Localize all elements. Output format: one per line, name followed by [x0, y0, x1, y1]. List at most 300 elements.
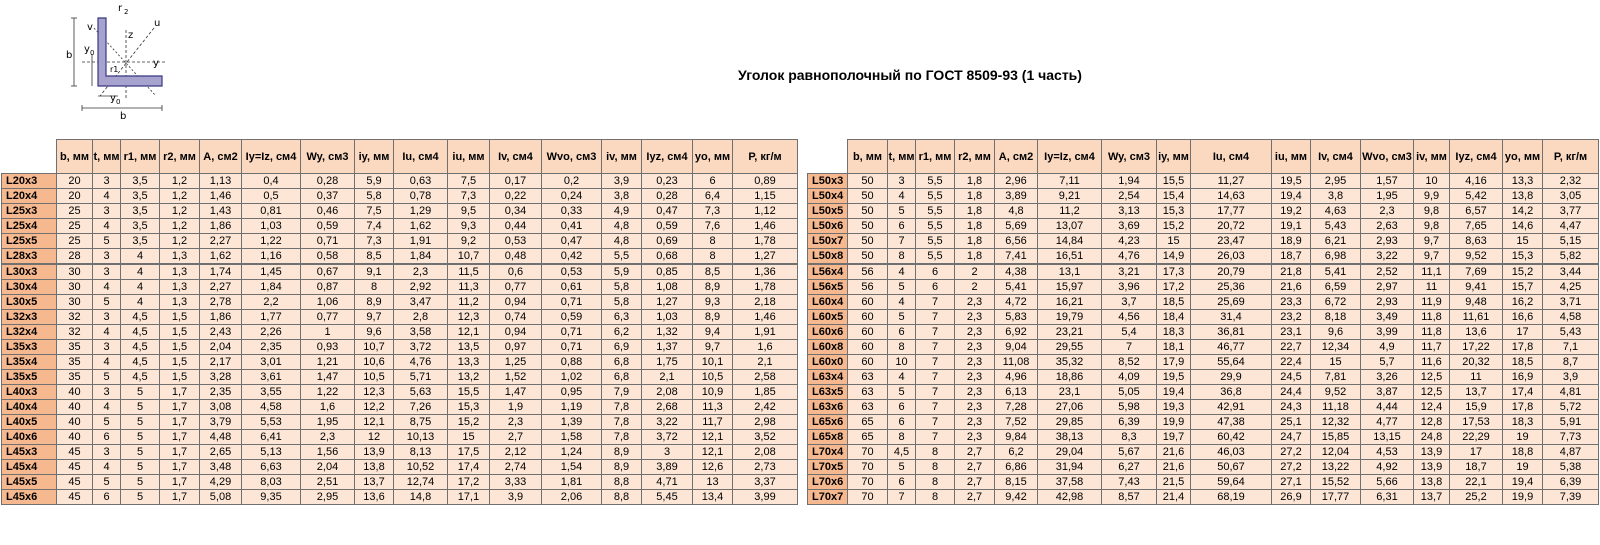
table-cell: 2,7 — [490, 430, 542, 445]
table-cell: 60 — [848, 310, 888, 325]
table-cell: 14,84 — [1038, 234, 1102, 249]
table-cell: 6,31 — [1361, 490, 1414, 505]
table-row — [808, 264, 1599, 280]
profile-name-cell: L50x3 — [808, 174, 848, 189]
table-cell: 6 — [888, 415, 916, 430]
table-cell: 7,28 — [995, 400, 1038, 415]
table-cell: 13,7 — [355, 475, 394, 490]
table-row — [2, 174, 798, 189]
table-cell: 6,9 — [602, 340, 642, 355]
table-cell: 2,3 — [955, 340, 995, 355]
profile-name-cell: L60x5 — [808, 310, 848, 325]
table-cell: 4 — [121, 280, 160, 295]
table-cell: 6,39 — [1543, 475, 1599, 490]
table-cell: 5,53 — [242, 415, 301, 430]
table-cell: 9,52 — [1311, 385, 1361, 400]
table-cell: 5,63 — [394, 385, 448, 400]
table-cell: 4,87 — [1543, 445, 1599, 460]
table-cell: 18,3 — [1157, 325, 1191, 340]
table-cell: 15,9 — [1450, 400, 1503, 415]
table-cell: 25 — [57, 219, 93, 234]
table-cell: 1,29 — [394, 204, 448, 219]
table-cell: 9,42 — [995, 490, 1038, 505]
table-cell: 5 — [93, 475, 121, 490]
table-cell: 2,3 — [955, 355, 995, 370]
table-cell: 15,2 — [1157, 219, 1191, 234]
table-cell: 4,5 — [121, 325, 160, 340]
table-cell: 2,7 — [955, 445, 995, 460]
table-cell: 0,47 — [642, 204, 693, 219]
table-cell: 3 — [93, 310, 121, 325]
table-cell: 6 — [916, 280, 955, 295]
table-cell: 16,51 — [1038, 249, 1102, 265]
table-cell: 0,67 — [301, 264, 355, 280]
table-cell: 7 — [916, 415, 955, 430]
table-cell: 5,9 — [602, 264, 642, 280]
table-cell: 17,9 — [1157, 355, 1191, 370]
profile-name-cell: L35x4 — [2, 355, 57, 370]
table-cell: 4,5 — [121, 355, 160, 370]
table-cell: 12,74 — [394, 475, 448, 490]
table-cell: 0,28 — [301, 174, 355, 189]
table-cell: 5 — [121, 445, 160, 460]
table-cell: 3,99 — [1361, 325, 1414, 340]
table-cell: 5 — [121, 460, 160, 475]
table-cell: 1,25 — [490, 355, 542, 370]
table-cell: 7 — [1102, 340, 1157, 355]
svg-text:0: 0 — [116, 98, 121, 106]
table-cell: 0,61 — [542, 280, 602, 295]
table-cell: 1,32 — [642, 325, 693, 340]
table-cell: 10,5 — [355, 370, 394, 385]
table-cell: 10,13 — [394, 430, 448, 445]
table-cell: 45 — [57, 490, 93, 505]
table-cell: 7 — [916, 310, 955, 325]
table-cell: 3,72 — [642, 430, 693, 445]
table-cell: 0,34 — [490, 204, 542, 219]
table-cell: 25,36 — [1191, 280, 1272, 295]
table-cell: 5,4 — [1102, 325, 1157, 340]
table-cell: 15 — [1157, 234, 1191, 249]
table-row — [808, 174, 1599, 189]
table-cell: 3,26 — [1361, 370, 1414, 385]
profile-name-cell: L35x5 — [2, 370, 57, 385]
table-cell: 5,15 — [1543, 234, 1599, 249]
table-cell: 13,8 — [1503, 189, 1543, 204]
table-cell: 19,4 — [1272, 189, 1311, 204]
table-cell: 17,2 — [1157, 280, 1191, 295]
profile-name-cell: L32x4 — [2, 325, 57, 340]
column-header: iv, мм — [1414, 140, 1450, 174]
table-cell: 14,6 — [1503, 219, 1543, 234]
table-cell: 5 — [93, 295, 121, 310]
table-cell: 1,5 — [160, 370, 200, 385]
table-cell: 2,2 — [242, 295, 301, 310]
profile-name-cell: L35x3 — [2, 340, 57, 355]
table-cell: 3 — [93, 340, 121, 355]
table-cell: 70 — [848, 460, 888, 475]
table-cell: 23,1 — [1272, 325, 1311, 340]
table-cell: 2,35 — [200, 385, 242, 400]
table-cell: 6,63 — [242, 460, 301, 475]
table-cell: 1,9 — [490, 400, 542, 415]
profile-name-cell: L40x6 — [2, 430, 57, 445]
table-cell: 50 — [848, 189, 888, 204]
table-cell: 1,5 — [160, 325, 200, 340]
profile-name-cell: L40x4 — [2, 400, 57, 415]
table-cell: 8 — [888, 249, 916, 265]
table-row — [808, 355, 1599, 370]
table-cell: 1,16 — [242, 249, 301, 265]
angle-profile-diagram — [58, 2, 178, 120]
table-cell: 7,3 — [693, 204, 733, 219]
table-cell: 5,91 — [1543, 415, 1599, 430]
table-cell: 15,2 — [1503, 264, 1543, 280]
table-cell: 29,55 — [1038, 340, 1102, 355]
table-cell: 10,52 — [394, 460, 448, 475]
table-cell: 12,3 — [355, 385, 394, 400]
table-cell: 3,13 — [1102, 204, 1157, 219]
table-cell: 2 — [955, 280, 995, 295]
table-cell: 2,63 — [1361, 219, 1414, 234]
table-cell: 13,22 — [1311, 460, 1361, 475]
table-cell: 10,9 — [693, 385, 733, 400]
table-cell: 3 — [93, 264, 121, 280]
table-cell: 6,3 — [602, 310, 642, 325]
table-cell: 1,74 — [200, 264, 242, 280]
profile-name-cell: L56x5 — [808, 280, 848, 295]
table-cell: 46,03 — [1191, 445, 1272, 460]
table-cell: 3,89 — [995, 189, 1038, 204]
table-cell: 0,17 — [490, 174, 542, 189]
table-cell: 3,28 — [200, 370, 242, 385]
table-cell: 11 — [1450, 370, 1503, 385]
table-cell: 8,8 — [602, 490, 642, 505]
table-cell: 6 — [888, 325, 916, 340]
table-row — [2, 445, 798, 460]
table-cell: 24,5 — [1272, 370, 1311, 385]
table-cell: 4,25 — [1543, 280, 1599, 295]
table-cell: 4,5 — [121, 370, 160, 385]
table-cell: 6 — [916, 264, 955, 280]
table-cell: 2,74 — [490, 460, 542, 475]
table-cell: 1,03 — [642, 310, 693, 325]
table-cell: 3,08 — [200, 400, 242, 415]
table-cell: 1,94 — [1102, 174, 1157, 189]
table-row — [2, 219, 798, 234]
table-cell: 1,7 — [160, 385, 200, 400]
table-row — [808, 385, 1599, 400]
table-cell: 1,85 — [733, 385, 798, 400]
table-cell: 19 — [1503, 430, 1543, 445]
table-cell: 50 — [848, 249, 888, 265]
table-cell: 0,59 — [642, 219, 693, 234]
table-cell: 24,4 — [1272, 385, 1311, 400]
table-cell: 23,2 — [1272, 310, 1311, 325]
table-cell: 7,3 — [448, 189, 490, 204]
table-cell: 3,8 — [1311, 189, 1361, 204]
table-cell: 13,9 — [355, 445, 394, 460]
table-cell: 2,7 — [955, 490, 995, 505]
column-header: t, мм — [93, 140, 121, 174]
table-cell: 17,4 — [448, 460, 490, 475]
table-cell: 2,26 — [242, 325, 301, 340]
table-cell: 12,1 — [355, 415, 394, 430]
table-cell: 13,07 — [1038, 219, 1102, 234]
table-cell: 6,8 — [602, 370, 642, 385]
table-cell: 4 — [888, 189, 916, 204]
table-cell: 1,58 — [542, 430, 602, 445]
table-cell: 8,9 — [602, 460, 642, 475]
table-cell: 4,77 — [1361, 415, 1414, 430]
table-cell: 18,7 — [1450, 460, 1503, 475]
table-cell: 17,77 — [1311, 490, 1361, 505]
profile-name-cell: L50x7 — [808, 234, 848, 249]
table-cell: 0,53 — [490, 234, 542, 249]
table-row — [808, 370, 1599, 385]
table-cell: 1,8 — [955, 189, 995, 204]
column-header: P, кг/м — [733, 140, 798, 174]
table-cell: 13,7 — [1450, 385, 1503, 400]
table-cell: 3,5 — [121, 189, 160, 204]
table-cell: 2,7 — [955, 460, 995, 475]
profile-name-cell: L30x3 — [2, 264, 57, 280]
profile-name-cell: L40x3 — [2, 385, 57, 400]
table-cell: 1,6 — [733, 340, 798, 355]
profile-name-cell: L45x4 — [2, 460, 57, 475]
table-cell: 18,86 — [1038, 370, 1102, 385]
table-row — [2, 460, 798, 475]
table-cell: 12,34 — [1311, 340, 1361, 355]
table-cell: 1,2 — [160, 219, 200, 234]
table-cell: 7,73 — [1543, 430, 1599, 445]
table-row — [808, 415, 1599, 430]
table-cell: 3,22 — [1361, 249, 1414, 265]
page-title: Уголок равнополочный по ГОСТ 8509-93 (1 часть) — [738, 67, 1082, 83]
table-cell: 21,6 — [1157, 445, 1191, 460]
table-cell: 6 — [93, 430, 121, 445]
table-cell: 0,71 — [542, 295, 602, 310]
table-cell: 13,7 — [1414, 490, 1450, 505]
table-cell: 1,75 — [642, 355, 693, 370]
table-cell: 18,9 — [1272, 234, 1311, 249]
table-cell: 0,88 — [542, 355, 602, 370]
table-cell: 3 — [93, 385, 121, 400]
table-cell: 6 — [693, 174, 733, 189]
table-row — [2, 249, 798, 265]
column-header: yo, мм — [1503, 140, 1543, 174]
table-cell: 0,69 — [642, 234, 693, 249]
table-cell: 15,5 — [448, 385, 490, 400]
table-cell: 19 — [1503, 460, 1543, 475]
table-cell: 4,48 — [200, 430, 242, 445]
table-cell: 5,98 — [1102, 400, 1157, 415]
table-cell: 63 — [848, 385, 888, 400]
table-cell: 4 — [888, 264, 916, 280]
table-row — [808, 189, 1599, 204]
table-cell: 12,1 — [448, 325, 490, 340]
table-cell: 4 — [93, 355, 121, 370]
table-cell: 4,29 — [200, 475, 242, 490]
table-cell: 1,2 — [160, 189, 200, 204]
table-cell: 18,3 — [1503, 415, 1543, 430]
profile-name-cell: L70x7 — [808, 490, 848, 505]
table-cell: 5 — [121, 475, 160, 490]
table-cell: 5,5 — [916, 219, 955, 234]
table-cell: 15 — [1503, 234, 1543, 249]
table-cell: 5,43 — [1311, 219, 1361, 234]
table-cell: 1,57 — [1361, 174, 1414, 189]
table-cell: 18,7 — [1272, 249, 1311, 265]
table-cell: 42,91 — [1191, 400, 1272, 415]
table-cell: 2,04 — [200, 340, 242, 355]
table-cell: 6,72 — [1311, 295, 1361, 310]
table-cell: 5 — [121, 385, 160, 400]
table-cell: 12,4 — [1414, 400, 1450, 415]
table-cell: 4 — [93, 219, 121, 234]
table-cell: 38,13 — [1038, 430, 1102, 445]
svg-text:r: r — [118, 3, 123, 14]
table-cell: 4,56 — [1102, 310, 1157, 325]
table-cell: 2,04 — [301, 460, 355, 475]
table-cell: 0,95 — [542, 385, 602, 400]
table-cell: 1,03 — [242, 219, 301, 234]
table-cell: 4,5 — [121, 340, 160, 355]
table-cell: 1,8 — [955, 219, 995, 234]
table-cell: 60 — [848, 340, 888, 355]
table-cell: 2,98 — [733, 415, 798, 430]
table-cell: 5 — [121, 430, 160, 445]
table-cell: 13,8 — [355, 460, 394, 475]
svg-text:y: y — [153, 58, 159, 69]
profile-name-cell: L50x6 — [808, 219, 848, 234]
table-cell: 9,48 — [1450, 295, 1503, 310]
table-cell: 4,09 — [1102, 370, 1157, 385]
table-cell: 2,3 — [955, 370, 995, 385]
table-cell: 3,37 — [733, 475, 798, 490]
table-cell: 4,16 — [1450, 174, 1503, 189]
table-cell: 65 — [848, 415, 888, 430]
table-cell: 1,22 — [242, 234, 301, 249]
column-header: iv, мм — [602, 140, 642, 174]
table-row — [2, 264, 798, 280]
table-cell: 7,5 — [448, 174, 490, 189]
table-cell: 7 — [916, 385, 955, 400]
table-cell: 4 — [121, 295, 160, 310]
column-header: P, кг/м — [1543, 140, 1599, 174]
table-cell: 19,3 — [1157, 400, 1191, 415]
table-cell: 20,79 — [1191, 264, 1272, 280]
table-row — [808, 310, 1599, 325]
table-cell: 11,3 — [448, 280, 490, 295]
table-cell: 1,78 — [733, 280, 798, 295]
table-cell: 3,96 — [1102, 280, 1157, 295]
table-cell: 40 — [57, 385, 93, 400]
table-cell: 4,76 — [1102, 249, 1157, 265]
table-cell: 11,27 — [1191, 174, 1272, 189]
table-cell: 5,71 — [394, 370, 448, 385]
table-row — [2, 189, 798, 204]
table-row — [808, 340, 1599, 355]
profile-name-cell: L60x0 — [808, 355, 848, 370]
table-cell: 4 — [93, 400, 121, 415]
table-cell: 50 — [848, 219, 888, 234]
table-cell: 7 — [916, 325, 955, 340]
table-cell: 11,8 — [1414, 310, 1450, 325]
table-cell: 12,04 — [1311, 445, 1361, 460]
table-cell: 1,3 — [160, 264, 200, 280]
table-cell: 8,15 — [995, 475, 1038, 490]
table-cell: 14,63 — [1191, 189, 1272, 204]
table-cell: 24,7 — [1272, 430, 1311, 445]
table-cell: 10 — [888, 355, 916, 370]
table-cell: 13,3 — [448, 355, 490, 370]
table-cell: 1,19 — [542, 400, 602, 415]
table-cell: 46,77 — [1191, 340, 1272, 355]
table-cell: 2,27 — [200, 234, 242, 249]
table-cell: 5,08 — [200, 490, 242, 505]
table-cell: 7,43 — [1102, 475, 1157, 490]
table-cell: 17 — [1503, 325, 1543, 340]
table-cell: 2,3 — [955, 325, 995, 340]
table-cell: 2,3 — [955, 295, 995, 310]
table-row — [808, 445, 1599, 460]
table-cell: 17,3 — [1157, 264, 1191, 280]
table-cell: 7,9 — [602, 385, 642, 400]
table-cell: 1,2 — [160, 204, 200, 219]
table-cell: 4,5 — [121, 310, 160, 325]
table-cell: 11,1 — [1414, 264, 1450, 280]
table-cell: 6,27 — [1102, 460, 1157, 475]
column-header: r1, мм — [121, 140, 160, 174]
column-header: A, см2 — [200, 140, 242, 174]
table-cell: 3,99 — [733, 490, 798, 505]
table-cell: 7,11 — [1038, 174, 1102, 189]
table-cell: 6,13 — [995, 385, 1038, 400]
table-cell: 16,2 — [1503, 295, 1543, 310]
table-cell: 1,7 — [160, 400, 200, 415]
table-cell: 29,85 — [1038, 415, 1102, 430]
table-cell: 5,5 — [602, 249, 642, 265]
svg-text:y: y — [84, 44, 90, 55]
table-cell: 1,5 — [160, 340, 200, 355]
table-cell: 40 — [57, 430, 93, 445]
table-cell: 2,7 — [955, 475, 995, 490]
table-cell: 0,77 — [301, 310, 355, 325]
profile-name-cell: L50x4 — [808, 189, 848, 204]
table-cell: 2,54 — [1102, 189, 1157, 204]
profile-name-cell: L50x5 — [808, 204, 848, 219]
angle-table-right — [807, 139, 1599, 505]
table-row — [2, 325, 798, 340]
table-cell: 3,58 — [394, 325, 448, 340]
table-cell: 11,9 — [1414, 295, 1450, 310]
table-cell: 7,65 — [1450, 219, 1503, 234]
table-cell: 3,9 — [602, 174, 642, 189]
table-cell: 1,2 — [160, 174, 200, 189]
table-cell: 20 — [57, 189, 93, 204]
table-cell: 30 — [57, 295, 93, 310]
table-cell: 3 — [642, 445, 693, 460]
table-cell: 22,1 — [1450, 475, 1503, 490]
table-cell: 2,3 — [490, 415, 542, 430]
table-cell: 5 — [888, 385, 916, 400]
column-header: Wvo, см3 — [542, 140, 602, 174]
table-cell: 3,69 — [1102, 219, 1157, 234]
table-cell: 5 — [888, 310, 916, 325]
table-cell: 7,8 — [602, 415, 642, 430]
table-cell: 5 — [888, 204, 916, 219]
